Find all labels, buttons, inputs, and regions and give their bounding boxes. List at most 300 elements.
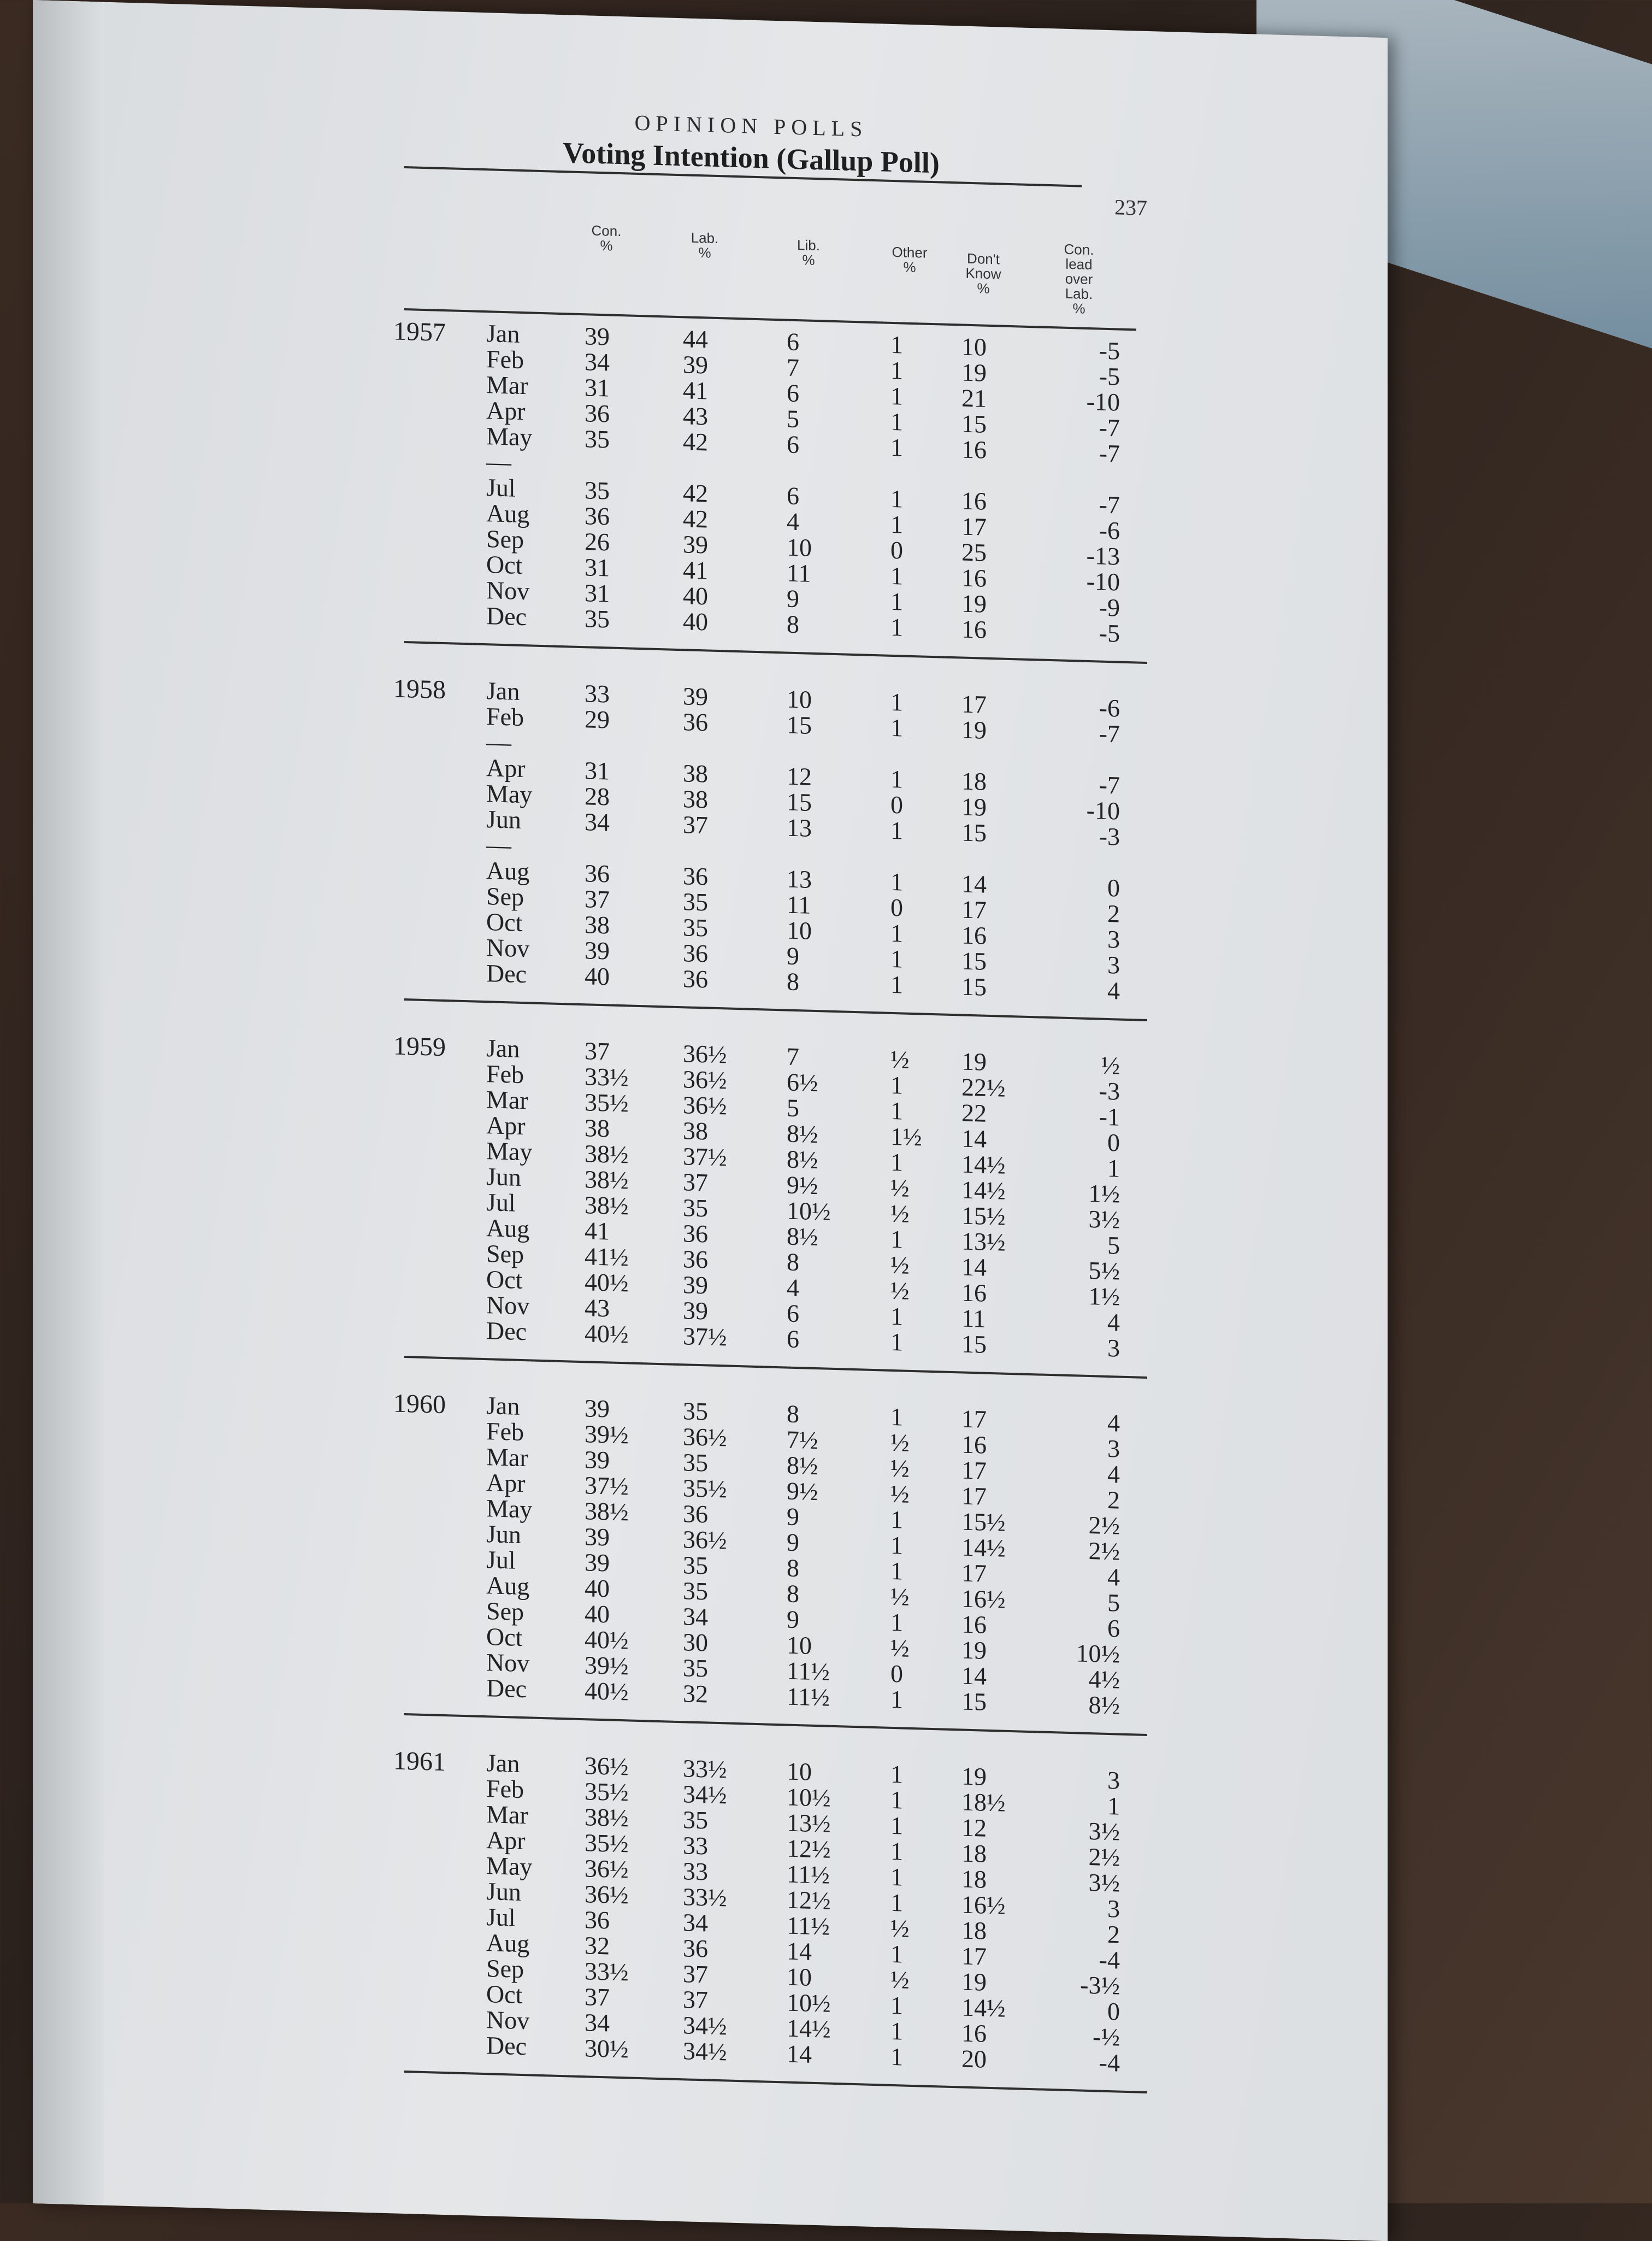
month-cell: Jul <box>486 1188 516 1217</box>
con-lead-cell: 2 <box>1107 1920 1120 1949</box>
con-cell: 30½ <box>585 2034 629 2063</box>
page-number: 237 <box>1114 195 1147 220</box>
lab-cell: 35 <box>683 887 708 916</box>
other-cell: 1 <box>890 1888 903 1917</box>
lab-cell: 35 <box>683 1193 708 1222</box>
other-cell: 1 <box>890 944 903 973</box>
con-cell: 38½ <box>585 1803 629 1832</box>
con-cell: 35½ <box>585 1777 629 1807</box>
month-cell: Feb <box>486 1417 524 1446</box>
con-cell: 39½ <box>585 1651 629 1680</box>
dont-know-cell: 15 <box>961 946 987 975</box>
month-cell: Aug <box>486 1214 530 1243</box>
dont-know-cell: 17 <box>961 1481 987 1510</box>
other-cell: 1 <box>890 510 903 539</box>
con-cell: 31 <box>585 373 610 402</box>
con-cell: 38½ <box>585 1165 629 1195</box>
month-cell: Aug <box>486 1571 530 1601</box>
con-lead-cell: 4 <box>1107 1408 1120 1437</box>
lab-cell: 37½ <box>683 1142 727 1172</box>
dont-know-cell: 21 <box>961 384 987 413</box>
lib-cell: 5 <box>787 404 799 433</box>
dont-know-cell: 18 <box>961 767 987 796</box>
lib-cell: 8 <box>787 967 799 996</box>
lib-cell: 7 <box>787 353 799 382</box>
other-cell: 1 <box>890 1096 903 1125</box>
book-page <box>33 0 1388 2241</box>
other-cell: 1 <box>890 356 903 385</box>
month-cell: Aug <box>486 1928 530 1958</box>
con-cell: 26 <box>585 527 610 556</box>
dont-know-cell: 19 <box>961 1967 987 1996</box>
lab-cell: 36 <box>683 964 708 993</box>
column-header-line: Other <box>892 243 928 261</box>
dont-know-cell: 14 <box>961 1124 987 1153</box>
other-cell: 1 <box>890 1991 903 2020</box>
lab-cell: 39 <box>683 350 708 379</box>
lib-cell: 13 <box>787 813 812 842</box>
con-lead-cell: 4 <box>1107 976 1120 1005</box>
month-cell: Oct <box>486 1265 523 1295</box>
month-cell: — <box>486 831 511 860</box>
column-header-lab <box>672 230 738 261</box>
lab-cell: 32 <box>683 1679 708 1708</box>
con-cell: 37 <box>585 1037 610 1066</box>
month-cell: Nov <box>486 2005 530 2035</box>
con-cell: 39½ <box>585 1420 629 1449</box>
month-cell: Jan <box>486 1749 520 1778</box>
lab-cell: 33½ <box>683 1883 727 1912</box>
lab-cell: 39 <box>683 530 708 559</box>
lab-cell: 36 <box>683 939 708 968</box>
lab-cell: 39 <box>683 1296 708 1325</box>
dont-know-cell: 17 <box>961 1404 987 1433</box>
column-header-line: Don't <box>967 250 1000 268</box>
month-cell: Apr <box>486 1111 526 1140</box>
other-cell: ½ <box>890 1479 910 1508</box>
month-cell: Dec <box>486 1316 527 1346</box>
year-label: 1958 <box>393 674 446 705</box>
month-cell: — <box>486 448 511 477</box>
other-cell: 1 <box>890 1760 903 1789</box>
con-cell: 35½ <box>585 1828 629 1858</box>
lab-cell: 37 <box>683 1985 708 2014</box>
con-lead-cell: -½ <box>1093 2022 1120 2051</box>
con-cell: 37 <box>585 1983 610 2011</box>
other-cell: 1 <box>890 1862 903 1891</box>
dont-know-cell: 19 <box>961 358 987 387</box>
lab-cell: 43 <box>683 402 708 431</box>
con-cell: 40 <box>585 962 610 991</box>
lib-cell: 6 <box>787 430 799 459</box>
con-cell: 29 <box>585 705 610 734</box>
lib-cell: 8½ <box>787 1119 818 1149</box>
con-cell: 31 <box>585 579 610 608</box>
other-cell: 1 <box>890 587 903 616</box>
con-cell: 39 <box>585 322 610 351</box>
dont-know-cell: 15 <box>961 1330 987 1358</box>
month-cell: Mar <box>486 1085 528 1115</box>
dont-know-cell: 18 <box>961 1864 987 1893</box>
lab-cell: 35 <box>683 1397 708 1426</box>
con-cell: 32 <box>585 1931 610 1960</box>
month-cell: May <box>486 779 533 809</box>
con-cell: 35 <box>585 604 610 633</box>
lib-cell: 7½ <box>787 1425 818 1455</box>
con-lead-cell: 3 <box>1107 950 1120 979</box>
lib-cell: 6 <box>787 1325 799 1354</box>
con-cell: 33½ <box>585 1062 629 1092</box>
column-header-line: % <box>600 237 613 254</box>
year-block-1960 <box>33 1378 1180 1720</box>
con-lead-cell: -6 <box>1099 693 1120 722</box>
lib-cell: 12½ <box>787 1885 831 1915</box>
other-cell: 1 <box>890 867 903 896</box>
lab-cell: 37½ <box>683 1322 727 1351</box>
con-cell: 38½ <box>585 1191 629 1220</box>
dont-know-cell: 14½ <box>961 1175 1006 1205</box>
other-cell: 1 <box>890 1531 903 1560</box>
dont-know-cell: 19 <box>961 715 987 744</box>
lib-cell: 9½ <box>787 1171 818 1200</box>
other-cell: 1 <box>890 407 903 436</box>
con-lead-cell: 2½ <box>1088 1842 1120 1872</box>
con-cell: 40½ <box>585 1625 629 1655</box>
other-cell: ½ <box>890 1914 910 1943</box>
lab-cell: 36 <box>683 708 708 737</box>
year-block-1961 <box>33 1736 1180 2077</box>
lib-cell: 8 <box>787 1579 799 1608</box>
year-divider-rule <box>404 2071 1147 2093</box>
lab-cell: 36 <box>683 1499 708 1528</box>
lib-cell: 14½ <box>787 2014 831 2043</box>
con-lead-cell: 3 <box>1107 925 1120 954</box>
lab-cell: 34½ <box>683 2011 727 2040</box>
con-lead-cell: ½ <box>1101 1051 1120 1080</box>
lib-cell: 9 <box>787 1528 799 1557</box>
con-cell: 41½ <box>585 1242 629 1272</box>
dont-know-cell: 14½ <box>961 1533 1006 1562</box>
column-header-line: Lab. <box>691 229 719 247</box>
lib-cell: 8½ <box>787 1222 818 1251</box>
month-cell: Nov <box>486 1648 530 1678</box>
month-cell: Sep <box>486 1597 524 1626</box>
con-cell: 36 <box>585 399 610 428</box>
con-lead-cell: -5 <box>1099 336 1120 365</box>
con-lead-cell: 3½ <box>1088 1204 1120 1234</box>
con-lead-cell: 2½ <box>1088 1510 1120 1540</box>
month-cell: Jan <box>486 319 520 348</box>
dont-know-cell: 14 <box>961 1252 987 1281</box>
dont-know-cell: 16 <box>961 486 987 515</box>
other-cell: 1 <box>890 484 903 513</box>
month-cell: May <box>486 422 533 451</box>
con-cell: 34 <box>585 2008 610 2037</box>
other-cell: 1 <box>890 613 903 642</box>
dont-know-cell: 22 <box>961 1098 987 1127</box>
con-lead-cell: -5 <box>1099 362 1120 391</box>
lib-cell: 8 <box>787 610 799 639</box>
other-cell: 1 <box>890 1505 903 1534</box>
month-cell: Mar <box>486 1800 528 1830</box>
lab-cell: 36 <box>683 1245 708 1274</box>
con-cell: 35½ <box>585 1088 629 1117</box>
con-cell: 36½ <box>585 1751 629 1781</box>
column-header-line: Know <box>965 264 1001 283</box>
dont-know-cell: 19 <box>961 1047 987 1076</box>
month-cell: Oct <box>486 1622 523 1652</box>
month-cell: Mar <box>486 370 528 400</box>
month-cell: Jan <box>486 1391 520 1420</box>
con-cell: 31 <box>585 553 610 582</box>
con-cell: 38½ <box>585 1497 629 1526</box>
other-cell: 1 <box>890 1608 903 1637</box>
lab-cell: 36 <box>683 862 708 891</box>
con-cell: 36 <box>585 859 610 888</box>
month-cell: Jul <box>486 1545 516 1574</box>
con-lead-cell: 4 <box>1107 1562 1120 1591</box>
dont-know-cell: 16 <box>961 2019 987 2048</box>
lib-cell: 8½ <box>787 1145 818 1174</box>
lib-cell: 15 <box>787 787 812 816</box>
con-lead-cell: -3 <box>1099 1077 1120 1105</box>
lab-cell: 41 <box>683 376 708 405</box>
dont-know-cell: 15½ <box>961 1507 1006 1537</box>
con-cell: 37 <box>585 885 610 914</box>
month-cell: Jan <box>486 677 520 705</box>
other-cell: 1½ <box>890 1122 922 1151</box>
con-lead-cell: 1½ <box>1088 1179 1120 1208</box>
dont-know-cell: 19 <box>961 1636 987 1664</box>
lib-cell: 15 <box>787 710 812 739</box>
con-lead-cell: 2 <box>1107 899 1120 928</box>
dont-know-cell: 15½ <box>961 1201 1006 1231</box>
column-header-line: % <box>698 244 711 261</box>
other-cell: 1 <box>890 2042 903 2071</box>
lab-cell: 36 <box>683 1219 708 1248</box>
con-lead-cell: -7 <box>1099 439 1120 468</box>
month-cell: Dec <box>486 602 527 631</box>
dont-know-cell: 16 <box>961 1430 987 1459</box>
other-cell: 1 <box>890 1556 903 1585</box>
dont-know-cell: 16 <box>961 921 987 950</box>
month-cell: Mar <box>486 1443 528 1472</box>
month-cell: Aug <box>486 856 530 886</box>
dont-know-cell: 17 <box>961 1558 987 1587</box>
month-cell: Oct <box>486 550 523 580</box>
lab-cell: 34½ <box>683 1780 727 1809</box>
lib-cell: 6 <box>787 481 799 510</box>
year-divider-rule <box>404 1356 1147 1379</box>
dont-know-cell: 14 <box>961 869 987 898</box>
table-title: Voting Intention (Gallup Poll) <box>563 136 940 180</box>
other-cell: 1 <box>890 713 903 742</box>
con-lead-cell: 8½ <box>1088 1690 1120 1720</box>
con-lead-cell: -3 <box>1099 822 1120 851</box>
dont-know-cell: 16 <box>961 1278 987 1307</box>
other-cell: ½ <box>890 1582 910 1611</box>
con-lead-cell: 1 <box>1107 1791 1120 1820</box>
month-cell: Feb <box>486 1060 524 1089</box>
lib-cell: 6 <box>787 327 799 356</box>
month-cell: Sep <box>486 525 524 554</box>
running-head: OPINION POLLS <box>634 110 868 142</box>
month-cell: Nov <box>486 1291 530 1320</box>
con-cell: 41 <box>585 1216 610 1245</box>
con-cell: 34 <box>585 808 610 837</box>
month-cell: Jan <box>486 1034 520 1063</box>
lab-cell: 39 <box>683 682 708 711</box>
lib-cell: 11½ <box>787 1911 830 1940</box>
dont-know-cell: 17 <box>961 1942 987 1971</box>
lib-cell: 10 <box>787 1757 812 1786</box>
month-cell: Dec <box>486 2031 527 2061</box>
lab-cell: 44 <box>683 325 708 354</box>
con-cell: 39 <box>585 1548 610 1577</box>
con-lead-cell: 2½ <box>1088 1536 1120 1566</box>
con-cell: 39 <box>585 936 610 965</box>
lab-cell: 35 <box>683 1577 708 1605</box>
dont-know-cell: 19 <box>961 589 987 618</box>
lib-cell: 8 <box>787 1554 799 1583</box>
dont-know-cell: 19 <box>961 1762 987 1791</box>
month-cell: Jun <box>486 1162 521 1191</box>
con-lead-cell: 4 <box>1107 1460 1120 1489</box>
lib-cell: 10 <box>787 916 812 945</box>
lib-cell: 7 <box>787 1042 799 1071</box>
lib-cell: 13 <box>787 864 812 893</box>
dont-know-cell: 17 <box>961 895 987 924</box>
con-lead-cell: 6 <box>1107 1614 1120 1643</box>
lib-cell: 13½ <box>787 1808 831 1838</box>
other-cell: 1 <box>890 1785 903 1814</box>
column-header-con-lead <box>1046 242 1112 317</box>
con-lead-cell: -10 <box>1086 796 1120 825</box>
dont-know-cell: 15 <box>961 409 987 438</box>
lab-cell: 30 <box>683 1628 708 1657</box>
dont-know-cell: 16 <box>961 1610 987 1639</box>
lab-cell: 36½ <box>683 1039 727 1069</box>
lib-cell: 14 <box>787 1937 812 1966</box>
lab-cell: 37 <box>683 1168 708 1197</box>
lib-cell: 9 <box>787 942 799 970</box>
dont-know-cell: 15 <box>961 1687 987 1716</box>
dont-know-cell: 18½ <box>961 1787 1006 1817</box>
con-cell: 28 <box>585 782 610 811</box>
lib-cell: 8 <box>787 1399 799 1428</box>
column-header-con <box>574 223 639 254</box>
other-cell: 1 <box>890 1811 903 1840</box>
year-label: 1959 <box>393 1031 446 1062</box>
lab-cell: 38 <box>683 785 708 814</box>
con-lead-cell: -13 <box>1086 541 1120 570</box>
con-cell: 40½ <box>585 1677 629 1706</box>
con-lead-cell: -7 <box>1099 719 1120 748</box>
dont-know-cell: 22½ <box>961 1073 1006 1102</box>
lab-cell: 41 <box>683 556 708 585</box>
other-cell: ½ <box>890 1173 910 1202</box>
lib-cell: 6 <box>787 1299 799 1328</box>
con-lead-cell: -6 <box>1099 516 1120 545</box>
month-cell: Aug <box>486 499 530 528</box>
con-cell: 38½ <box>585 1139 629 1169</box>
lib-cell: 9 <box>787 584 799 613</box>
lab-cell: 34 <box>683 1908 708 1937</box>
month-cell: Oct <box>486 908 523 937</box>
column-header-line: Con. <box>591 222 622 240</box>
lib-cell: 11 <box>787 890 811 919</box>
other-cell: 1 <box>890 687 903 716</box>
other-cell: ½ <box>890 1428 910 1457</box>
lib-cell: 8 <box>787 1248 799 1277</box>
lib-cell: 11½ <box>787 1860 830 1889</box>
lab-cell: 35 <box>683 1654 708 1683</box>
lib-cell: 9 <box>787 1502 799 1531</box>
other-cell: 1 <box>890 381 903 410</box>
lib-cell: 12 <box>787 762 812 791</box>
other-cell: 1 <box>890 1685 903 1714</box>
year-divider-rule <box>404 641 1147 664</box>
month-cell: Jun <box>486 1877 521 1906</box>
year-block-1959 <box>33 1021 1180 1362</box>
column-header-line: % <box>977 280 990 297</box>
con-lead-cell: 3½ <box>1088 1816 1120 1846</box>
lab-cell: 35 <box>683 1805 708 1834</box>
lab-cell: 40 <box>683 607 708 636</box>
lab-cell: 40 <box>683 581 708 610</box>
month-cell: Dec <box>486 1674 527 1703</box>
lib-cell: 8½ <box>787 1451 818 1480</box>
other-cell: 1 <box>890 330 903 359</box>
lib-cell: 6½ <box>787 1068 818 1097</box>
con-cell: 36½ <box>585 1880 629 1909</box>
con-cell: 40 <box>585 1574 610 1603</box>
lib-cell: 4 <box>787 1273 799 1302</box>
other-cell: ½ <box>890 1454 910 1483</box>
con-cell: 35 <box>585 476 610 505</box>
column-header-line: over <box>1065 270 1093 288</box>
lib-cell: 10 <box>787 1631 812 1660</box>
month-cell: Nov <box>486 933 530 963</box>
con-lead-cell: 4½ <box>1088 1664 1120 1694</box>
con-cell: 34 <box>585 348 610 377</box>
dont-know-cell: 17 <box>961 512 987 541</box>
month-cell: Jul <box>486 1903 516 1932</box>
con-cell: 43 <box>585 1293 610 1322</box>
con-lead-cell: -7 <box>1099 770 1120 799</box>
dont-know-cell: 14 <box>961 1661 987 1690</box>
other-cell: ½ <box>890 1199 910 1228</box>
con-lead-cell: -10 <box>1086 387 1120 416</box>
lab-cell: 39 <box>683 1271 708 1299</box>
lab-cell: 35 <box>683 913 708 942</box>
lab-cell: 36½ <box>683 1422 727 1452</box>
con-cell: 40 <box>585 1599 610 1628</box>
con-cell: 40½ <box>585 1319 629 1349</box>
lib-cell: 11 <box>787 558 811 587</box>
lib-cell: 10 <box>787 1962 812 1991</box>
other-cell: 1 <box>890 1327 903 1356</box>
con-lead-cell: 0 <box>1107 873 1120 902</box>
dont-know-cell: 15 <box>961 972 987 1001</box>
con-cell: 33 <box>585 679 610 708</box>
dont-know-cell: 20 <box>961 2044 987 2073</box>
lab-cell: 37 <box>683 1960 708 1989</box>
month-cell: Feb <box>486 702 524 732</box>
month-cell: May <box>486 1494 533 1524</box>
month-cell: Sep <box>486 882 524 911</box>
lib-cell: 10½ <box>787 1196 831 1226</box>
